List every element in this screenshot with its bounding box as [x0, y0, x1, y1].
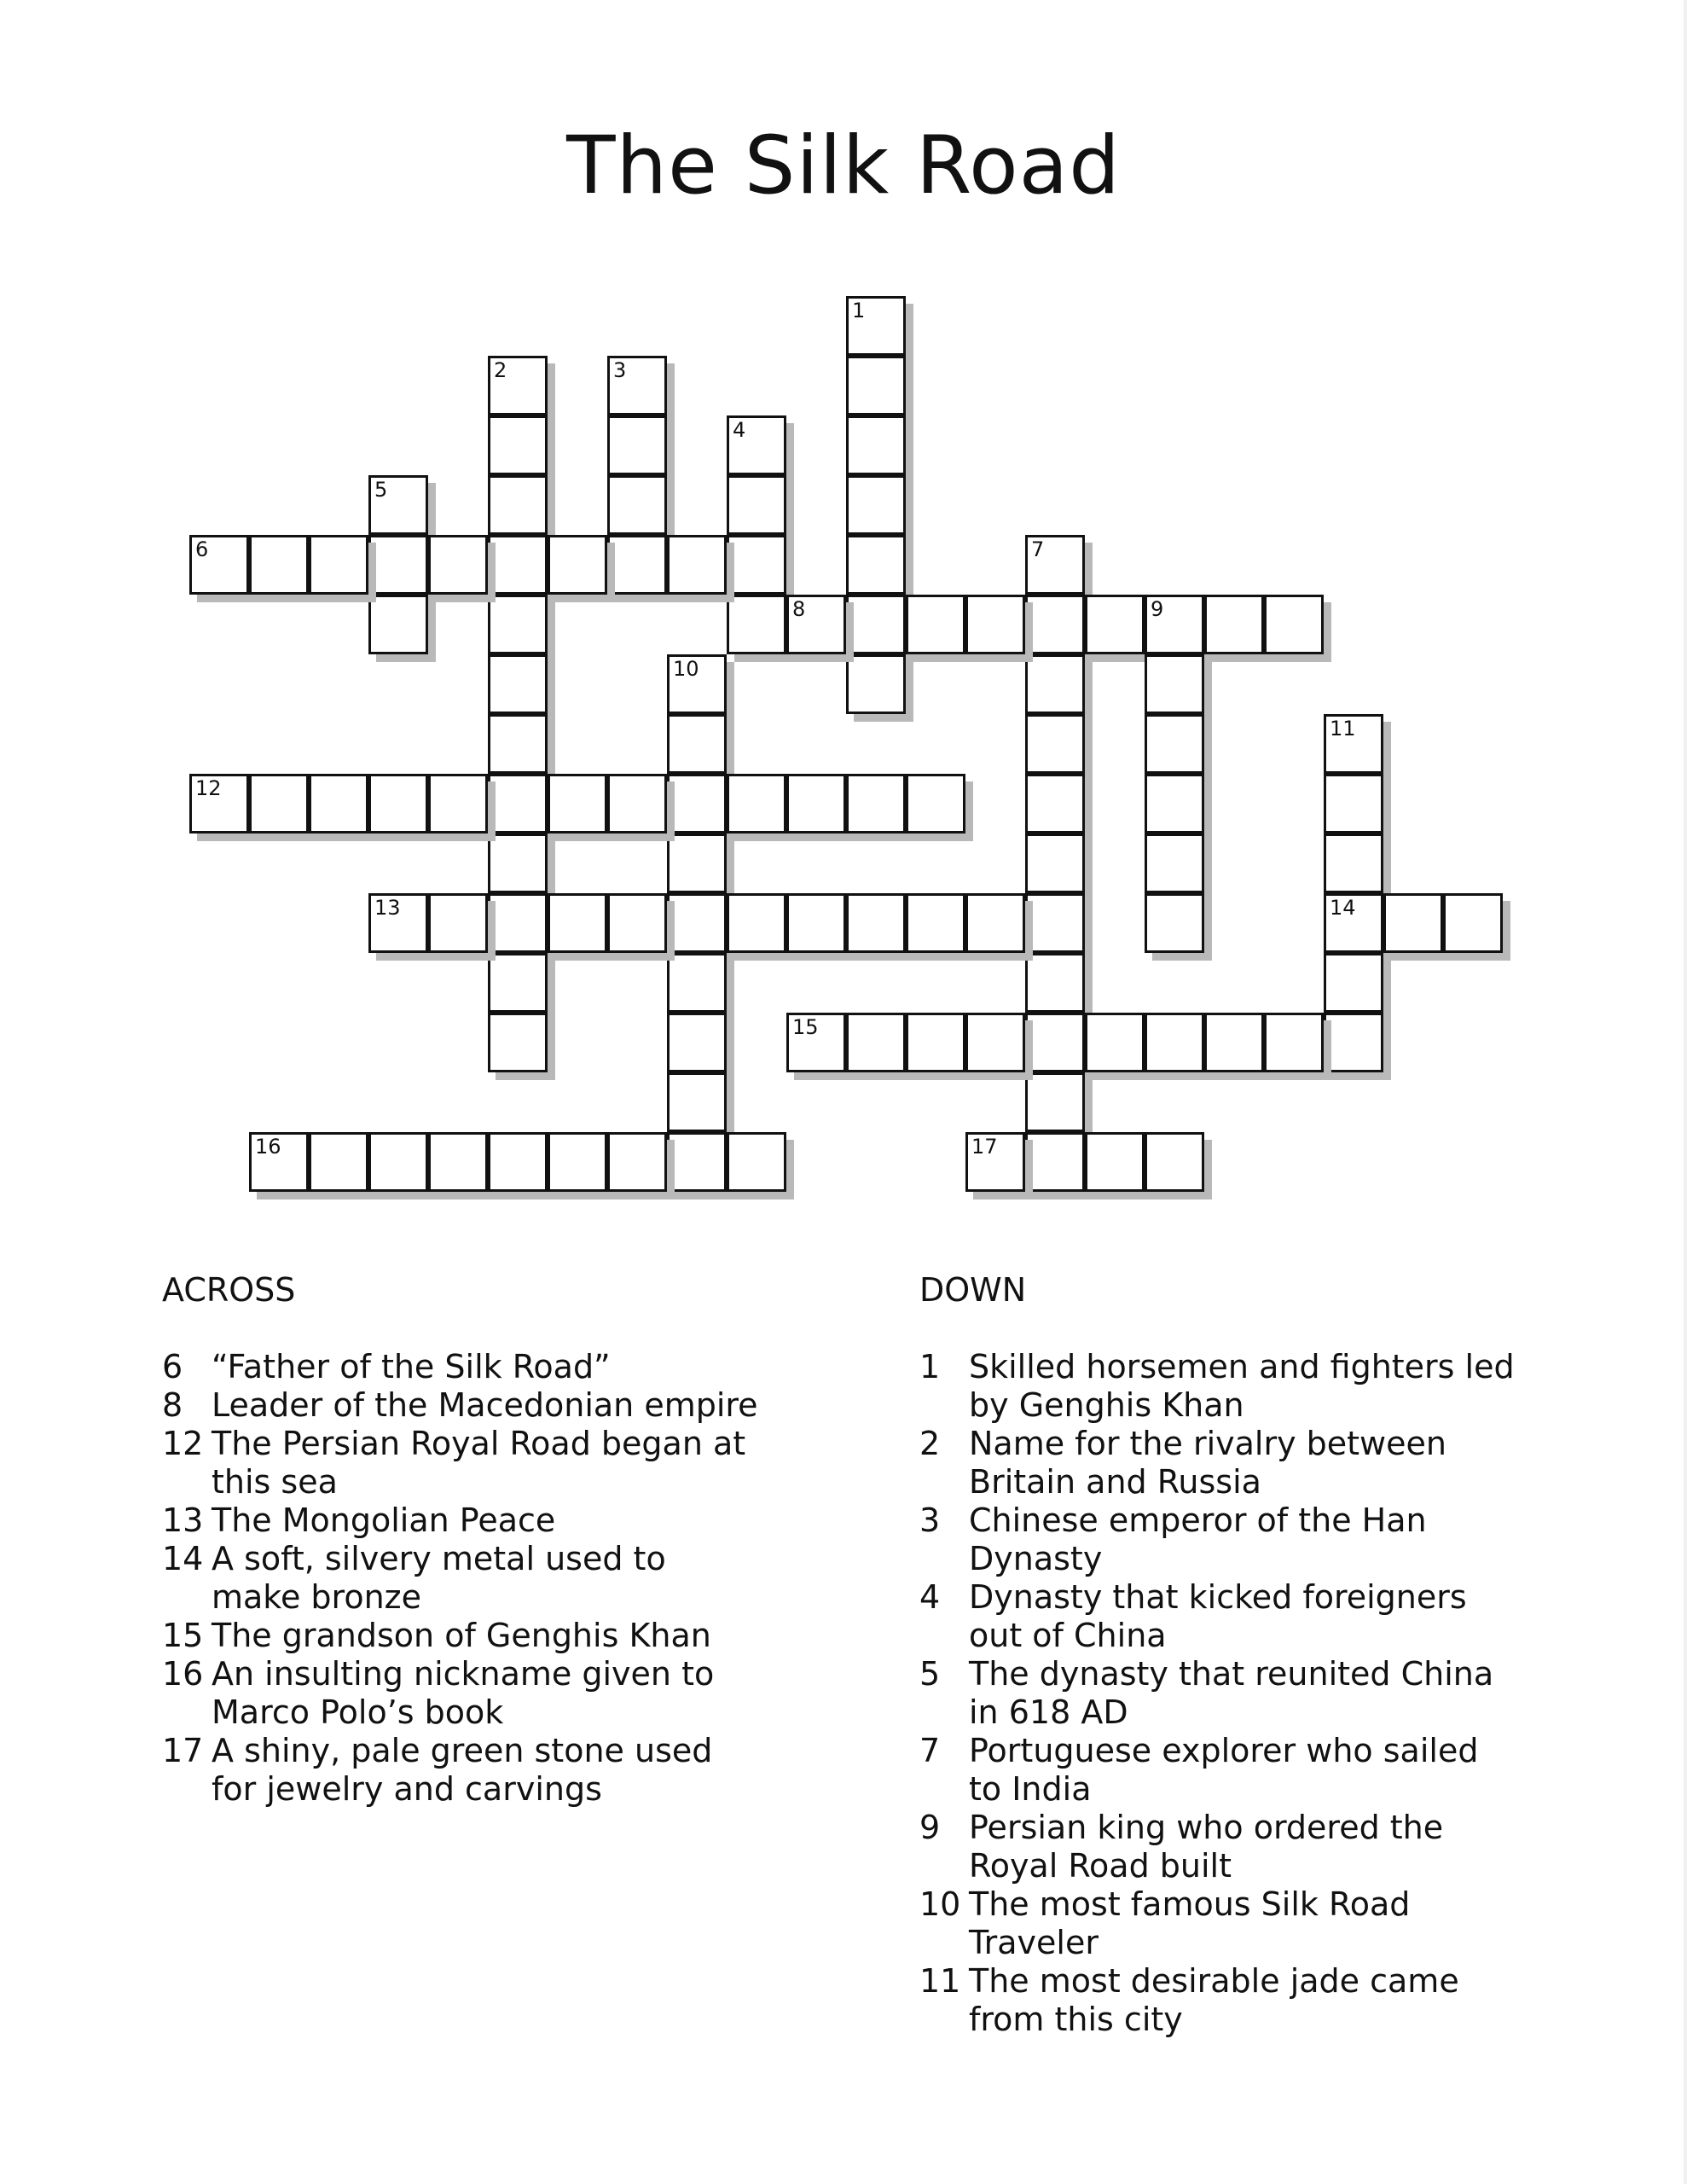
crossword-cell[interactable]: [607, 415, 667, 475]
clue-number: 2: [919, 1425, 941, 1462]
clue-number: 13: [374, 896, 401, 920]
down-clue-1: [919, 1348, 1516, 1425]
clue-number: 10: [919, 1885, 961, 1923]
clue-number: 1: [852, 299, 866, 322]
clue-text: Dynasty that kicked foreigners out of China: [969, 1578, 1467, 1654]
crossword-cell[interactable]: [1324, 774, 1383, 834]
across-clues: [162, 1271, 759, 1809]
crossword-cell[interactable]: [607, 475, 667, 535]
crossword-cell[interactable]: [786, 893, 846, 953]
crossword-cell[interactable]: [667, 1132, 727, 1192]
clue-text: A soft, silvery metal used to make bronze: [212, 1540, 666, 1616]
clue-text: An insulting nickname given to Marco Polo’s book: [212, 1655, 715, 1731]
crossword-cell[interactable]: [727, 415, 786, 475]
down-clue-10: [919, 1885, 1516, 1962]
crossword-cell[interactable]: [488, 834, 548, 893]
crossword-cell[interactable]: [1145, 595, 1204, 654]
crossword-cell[interactable]: [607, 893, 667, 953]
clue-number: 17: [971, 1135, 998, 1159]
crossword-cell[interactable]: [846, 356, 906, 415]
clue-text: The grandson of Genghis Khan: [212, 1617, 711, 1654]
crossword-cell[interactable]: [1324, 953, 1383, 1013]
crossword-cell[interactable]: [309, 774, 368, 834]
clue-text: Persian king who ordered the Royal Road built: [969, 1809, 1444, 1885]
crossword-cell[interactable]: [667, 1013, 727, 1072]
crossword-cell[interactable]: [428, 535, 488, 595]
crossword-cell[interactable]: [428, 893, 488, 953]
clue-number: 4: [919, 1578, 941, 1616]
crossword-cell[interactable]: [368, 774, 428, 834]
crossword-cell[interactable]: [428, 774, 488, 834]
crossword-cell[interactable]: [667, 1072, 727, 1132]
clue-text: Portuguese explorer who sailed to India: [969, 1732, 1479, 1808]
crossword-cell[interactable]: [368, 893, 428, 953]
crossword-cell[interactable]: [846, 654, 906, 714]
crossword-cell[interactable]: [727, 475, 786, 535]
down-clue-7: [919, 1732, 1516, 1809]
crossword-cell[interactable]: [1264, 1013, 1324, 1072]
clue-text: A shiny, pale green stone used for jewelry and carvings: [212, 1732, 713, 1808]
crossword-cell[interactable]: [667, 654, 727, 714]
crossword-cell[interactable]: [846, 415, 906, 475]
crossword-cell[interactable]: [249, 535, 309, 595]
clue-text: The dynasty that reunited China in 618 AD: [969, 1655, 1494, 1731]
crossword-cell[interactable]: [1025, 893, 1085, 953]
crossword-cell[interactable]: [727, 595, 786, 654]
clue-number: 12: [195, 776, 222, 800]
crossword-cell[interactable]: [607, 774, 667, 834]
clue-number: 17: [162, 1732, 204, 1769]
crossword-cell[interactable]: [846, 296, 906, 356]
clue-text: The most famous Silk Road Traveler: [969, 1885, 1411, 1961]
crossword-cell[interactable]: [1145, 1013, 1204, 1072]
clue-text: The Mongolian Peace: [212, 1502, 556, 1539]
clue-number: 13: [162, 1502, 204, 1539]
clue-number: 7: [1031, 537, 1045, 561]
crossword-cell[interactable]: [1085, 1132, 1145, 1192]
clue-number: 3: [613, 358, 627, 382]
crossword-cell[interactable]: [607, 535, 667, 595]
clue-number: 10: [673, 657, 699, 681]
crossword-cell[interactable]: [965, 893, 1025, 953]
crossword-cell[interactable]: [368, 1132, 428, 1192]
crossword-cell[interactable]: [607, 356, 667, 415]
crossword-cell[interactable]: [488, 1132, 548, 1192]
crossword-cell[interactable]: [1383, 893, 1443, 953]
crossword-cell[interactable]: [667, 834, 727, 893]
crossword-cell[interactable]: [488, 654, 548, 714]
page-title: The Silk Road: [566, 119, 1121, 212]
crossword-cell[interactable]: [1443, 893, 1503, 953]
crossword-cell[interactable]: [548, 535, 607, 595]
crossword-cell[interactable]: [368, 475, 428, 535]
crossword-cell[interactable]: [786, 595, 846, 654]
crossword-cell[interactable]: [428, 1132, 488, 1192]
crossword-cell[interactable]: [965, 1132, 1025, 1192]
crossword-cell[interactable]: [846, 1013, 906, 1072]
crossword-cell[interactable]: [1025, 774, 1085, 834]
clue-number: 1: [919, 1348, 941, 1385]
across-clue-list: [162, 1348, 759, 1809]
crossword-cell[interactable]: [1264, 595, 1324, 654]
crossword-cell[interactable]: [1085, 1013, 1145, 1072]
clue-number: 7: [919, 1732, 941, 1769]
crossword-cell[interactable]: [1085, 595, 1145, 654]
down-clue-9: [919, 1809, 1516, 1885]
down-clue-list: [919, 1348, 1516, 2039]
crossword-cell[interactable]: [846, 475, 906, 535]
crossword-cell[interactable]: [727, 774, 786, 834]
clue-text: The most desirable jade came from this city: [969, 1962, 1459, 2038]
crossword-cell[interactable]: [249, 1132, 309, 1192]
crossword-cell[interactable]: [1025, 1072, 1085, 1132]
crossword-cell[interactable]: [488, 714, 548, 774]
clue-number: 5: [919, 1655, 941, 1693]
crossword-cell[interactable]: [488, 535, 548, 595]
crossword-cell[interactable]: [488, 356, 548, 415]
clue-number: 3: [919, 1502, 941, 1539]
crossword-cell[interactable]: [1025, 1013, 1085, 1072]
crossword-cell[interactable]: [906, 774, 965, 834]
across-clue-13: [162, 1502, 759, 1540]
crossword-cell[interactable]: [846, 535, 906, 595]
clue-number: 6: [162, 1348, 183, 1385]
crossword-cell[interactable]: [189, 535, 249, 595]
crossword-cell[interactable]: [1204, 1013, 1264, 1072]
crossword-cell[interactable]: [906, 1013, 965, 1072]
crossword-cell[interactable]: [727, 1132, 786, 1192]
crossword-cell[interactable]: [309, 535, 368, 595]
across-clue-6: [162, 1348, 759, 1386]
clue-number: 6: [195, 537, 209, 561]
across-heading: ACROSS: [162, 1271, 296, 1309]
down-clue-11: [919, 1962, 1516, 2039]
clue-number: 9: [919, 1809, 941, 1846]
crossword-cell[interactable]: [1324, 834, 1383, 893]
crossword-cell[interactable]: [667, 714, 727, 774]
crossword-cell[interactable]: [1025, 834, 1085, 893]
clue-number: 14: [1330, 896, 1356, 920]
crossword-cell[interactable]: [727, 893, 786, 953]
crossword-cell[interactable]: [548, 774, 607, 834]
across-clue-12: [162, 1425, 759, 1502]
crossword-cell[interactable]: [846, 774, 906, 834]
down-clues: [919, 1271, 1516, 2039]
crossword-cell[interactable]: [249, 774, 309, 834]
clue-number: 9: [1151, 597, 1164, 621]
crossword-cell[interactable]: [548, 1132, 607, 1192]
crossword-cell[interactable]: [786, 774, 846, 834]
crossword-cell[interactable]: [1025, 714, 1085, 774]
across-clue-16: [162, 1655, 759, 1732]
across-clue-14: [162, 1540, 759, 1617]
crossword-cell[interactable]: [607, 1132, 667, 1192]
clue-number: 12: [162, 1425, 204, 1462]
clue-number: 8: [162, 1386, 183, 1424]
crossword-cell[interactable]: [1324, 1013, 1383, 1072]
crossword-cell[interactable]: [189, 774, 249, 834]
crossword-cell[interactable]: [488, 475, 548, 535]
clue-text: Chinese emperor of the Han Dynasty: [969, 1502, 1427, 1577]
crossword-cell[interactable]: [488, 1013, 548, 1072]
crossword-cell[interactable]: [667, 953, 727, 1013]
crossword-cell[interactable]: [368, 535, 428, 595]
clue-text: Name for the rivalry between Britain and Russia: [969, 1425, 1446, 1501]
crossword-cell[interactable]: [727, 535, 786, 595]
crossword-cell[interactable]: [1145, 714, 1204, 774]
crossword-cell[interactable]: [965, 595, 1025, 654]
crossword-cell[interactable]: [1324, 893, 1383, 953]
crossword-cell[interactable]: [1025, 535, 1085, 595]
clue-number: 11: [1330, 717, 1356, 741]
crossword-cell[interactable]: [488, 953, 548, 1013]
clue-number: 2: [494, 358, 507, 382]
clue-number: 15: [162, 1617, 204, 1654]
clue-number: 16: [255, 1135, 281, 1159]
crossword-cell[interactable]: [1145, 654, 1204, 714]
crossword-cell[interactable]: [667, 535, 727, 595]
clue-text: “Father of the Silk Road”: [212, 1348, 611, 1385]
clue-text: Leader of the Macedonian empire: [212, 1386, 758, 1424]
clue-number: 14: [162, 1540, 204, 1577]
clue-number: 16: [162, 1655, 204, 1693]
down-heading: DOWN: [919, 1271, 1027, 1309]
crossword-cell[interactable]: [309, 1132, 368, 1192]
down-clue-3: [919, 1502, 1516, 1578]
crossword-cell[interactable]: [488, 774, 548, 834]
crossword-cell[interactable]: [1025, 953, 1085, 1013]
clue-number: 5: [374, 478, 388, 502]
down-clue-2: [919, 1425, 1516, 1502]
across-clue-8: [162, 1386, 759, 1425]
across-clue-17: [162, 1732, 759, 1809]
crossword-cell[interactable]: [488, 893, 548, 953]
down-clue-4: [919, 1578, 1516, 1655]
clue-number: 4: [733, 418, 746, 442]
crossword-cell[interactable]: [667, 893, 727, 953]
crossword-cell[interactable]: [846, 893, 906, 953]
across-clue-15: [162, 1617, 759, 1655]
crossword-cell[interactable]: [548, 893, 607, 953]
crossword-cell[interactable]: [1025, 595, 1085, 654]
clue-text: Skilled horsemen and fighters led by Genghis Khan: [969, 1348, 1515, 1424]
crossword-cell[interactable]: [906, 595, 965, 654]
crossword-cell[interactable]: [488, 595, 548, 654]
clue-number: 8: [792, 597, 806, 621]
crossword-cell[interactable]: [1145, 774, 1204, 834]
down-clue-5: [919, 1655, 1516, 1732]
crossword-cell[interactable]: [1145, 893, 1204, 953]
clue-number: 11: [919, 1962, 961, 2000]
crossword-cell[interactable]: [368, 595, 428, 654]
clue-text: The Persian Royal Road began at this sea: [212, 1425, 746, 1501]
crossword-cell[interactable]: [1145, 1132, 1204, 1192]
crossword-cell[interactable]: [786, 1013, 846, 1072]
crossword-cell[interactable]: [1324, 714, 1383, 774]
crossword-cell[interactable]: [667, 774, 727, 834]
crossword-cell[interactable]: [1025, 654, 1085, 714]
crossword-cell[interactable]: [1145, 834, 1204, 893]
crossword-cell[interactable]: [965, 1013, 1025, 1072]
crossword-cell[interactable]: [1025, 1132, 1085, 1192]
crossword-cell[interactable]: [488, 415, 548, 475]
crossword-cell[interactable]: [906, 893, 965, 953]
crossword-cell[interactable]: [846, 595, 906, 654]
crossword-cell[interactable]: [1204, 595, 1264, 654]
clue-number: 15: [792, 1015, 819, 1039]
